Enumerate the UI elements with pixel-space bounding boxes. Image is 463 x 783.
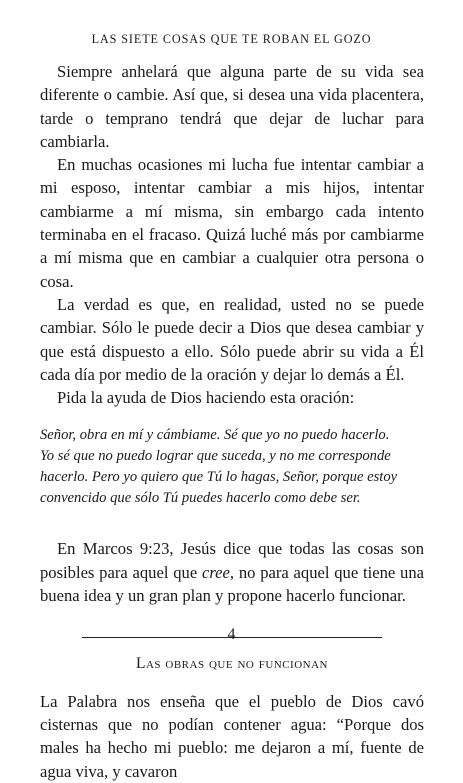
section-heading: Las obras que no funcionan	[136, 655, 328, 673]
page-number: 4	[227, 626, 236, 643]
prayer-line: hacerlo. Pero yo quiero que Tú lo hagas, Señor, porque estoy	[40, 469, 398, 486]
closing-text-end: , no para aquel que tiene una buena idea y un gran plan y propone hacerlo funcionar.	[40, 562, 424, 606]
paragraph: Pida la ayuda de Dios haciendo esta oración:	[57, 388, 355, 408]
prayer-quote	[40, 425, 424, 509]
body-text	[40, 60, 424, 783]
running-head: LAS SIETE COSAS QUE TE ROBAN EL GOZO	[91, 32, 372, 46]
closing-paragraph	[40, 537, 424, 607]
paragraph: La verdad es que, en realidad, usted no se puede cambiar. Sólo le puede decir a Dios que desea cambiar y que está dispuesto a ello. Sólo puede abrir su vida a Él cada día por medio de la oración y dejar lo demás a Él.	[40, 294, 424, 384]
prayer-line: Yo sé que no puedo lograr que suceda, y no me corresponde	[40, 448, 391, 465]
paragraph: Siempre anhelará que alguna parte de su vida sea diferente o cambie. Así que, si desea una vida placentera, tarde o temprano tendrá que dejar de luchar para cambiarla.	[40, 62, 424, 151]
emphasized-word: cree	[201, 562, 230, 582]
prayer-line: Señor, obra en mí y cámbiame. Sé que yo no puedo hacerlo.	[40, 427, 390, 444]
prayer-line: convencido que sólo Tú puedes hacerlo como debe ser.	[40, 490, 361, 507]
paragraph: En muchas ocasiones mi lucha fue intentar cambiar a mi esposo, intentar cambiar a mis hijos, intentar cambiarme a mí misma, sin embargo cada intento terminaba en el fracaso. Quizá luché más por cambiarme a mí misma que en cambiar a cualquier otra persona o cosa.	[40, 155, 424, 291]
section-paragraph: La Palabra nos enseña que el pueblo de Dios cavó cisternas que no podían contener agua: “Porque dos males ha hecho mi pueblo: me dejaron a mí, fuente de agua viva, y cavaron	[40, 691, 424, 781]
closing-text-start: En Marcos 9:23, Jesús dice que todas las cosas son posibles para aquel que	[40, 539, 424, 582]
